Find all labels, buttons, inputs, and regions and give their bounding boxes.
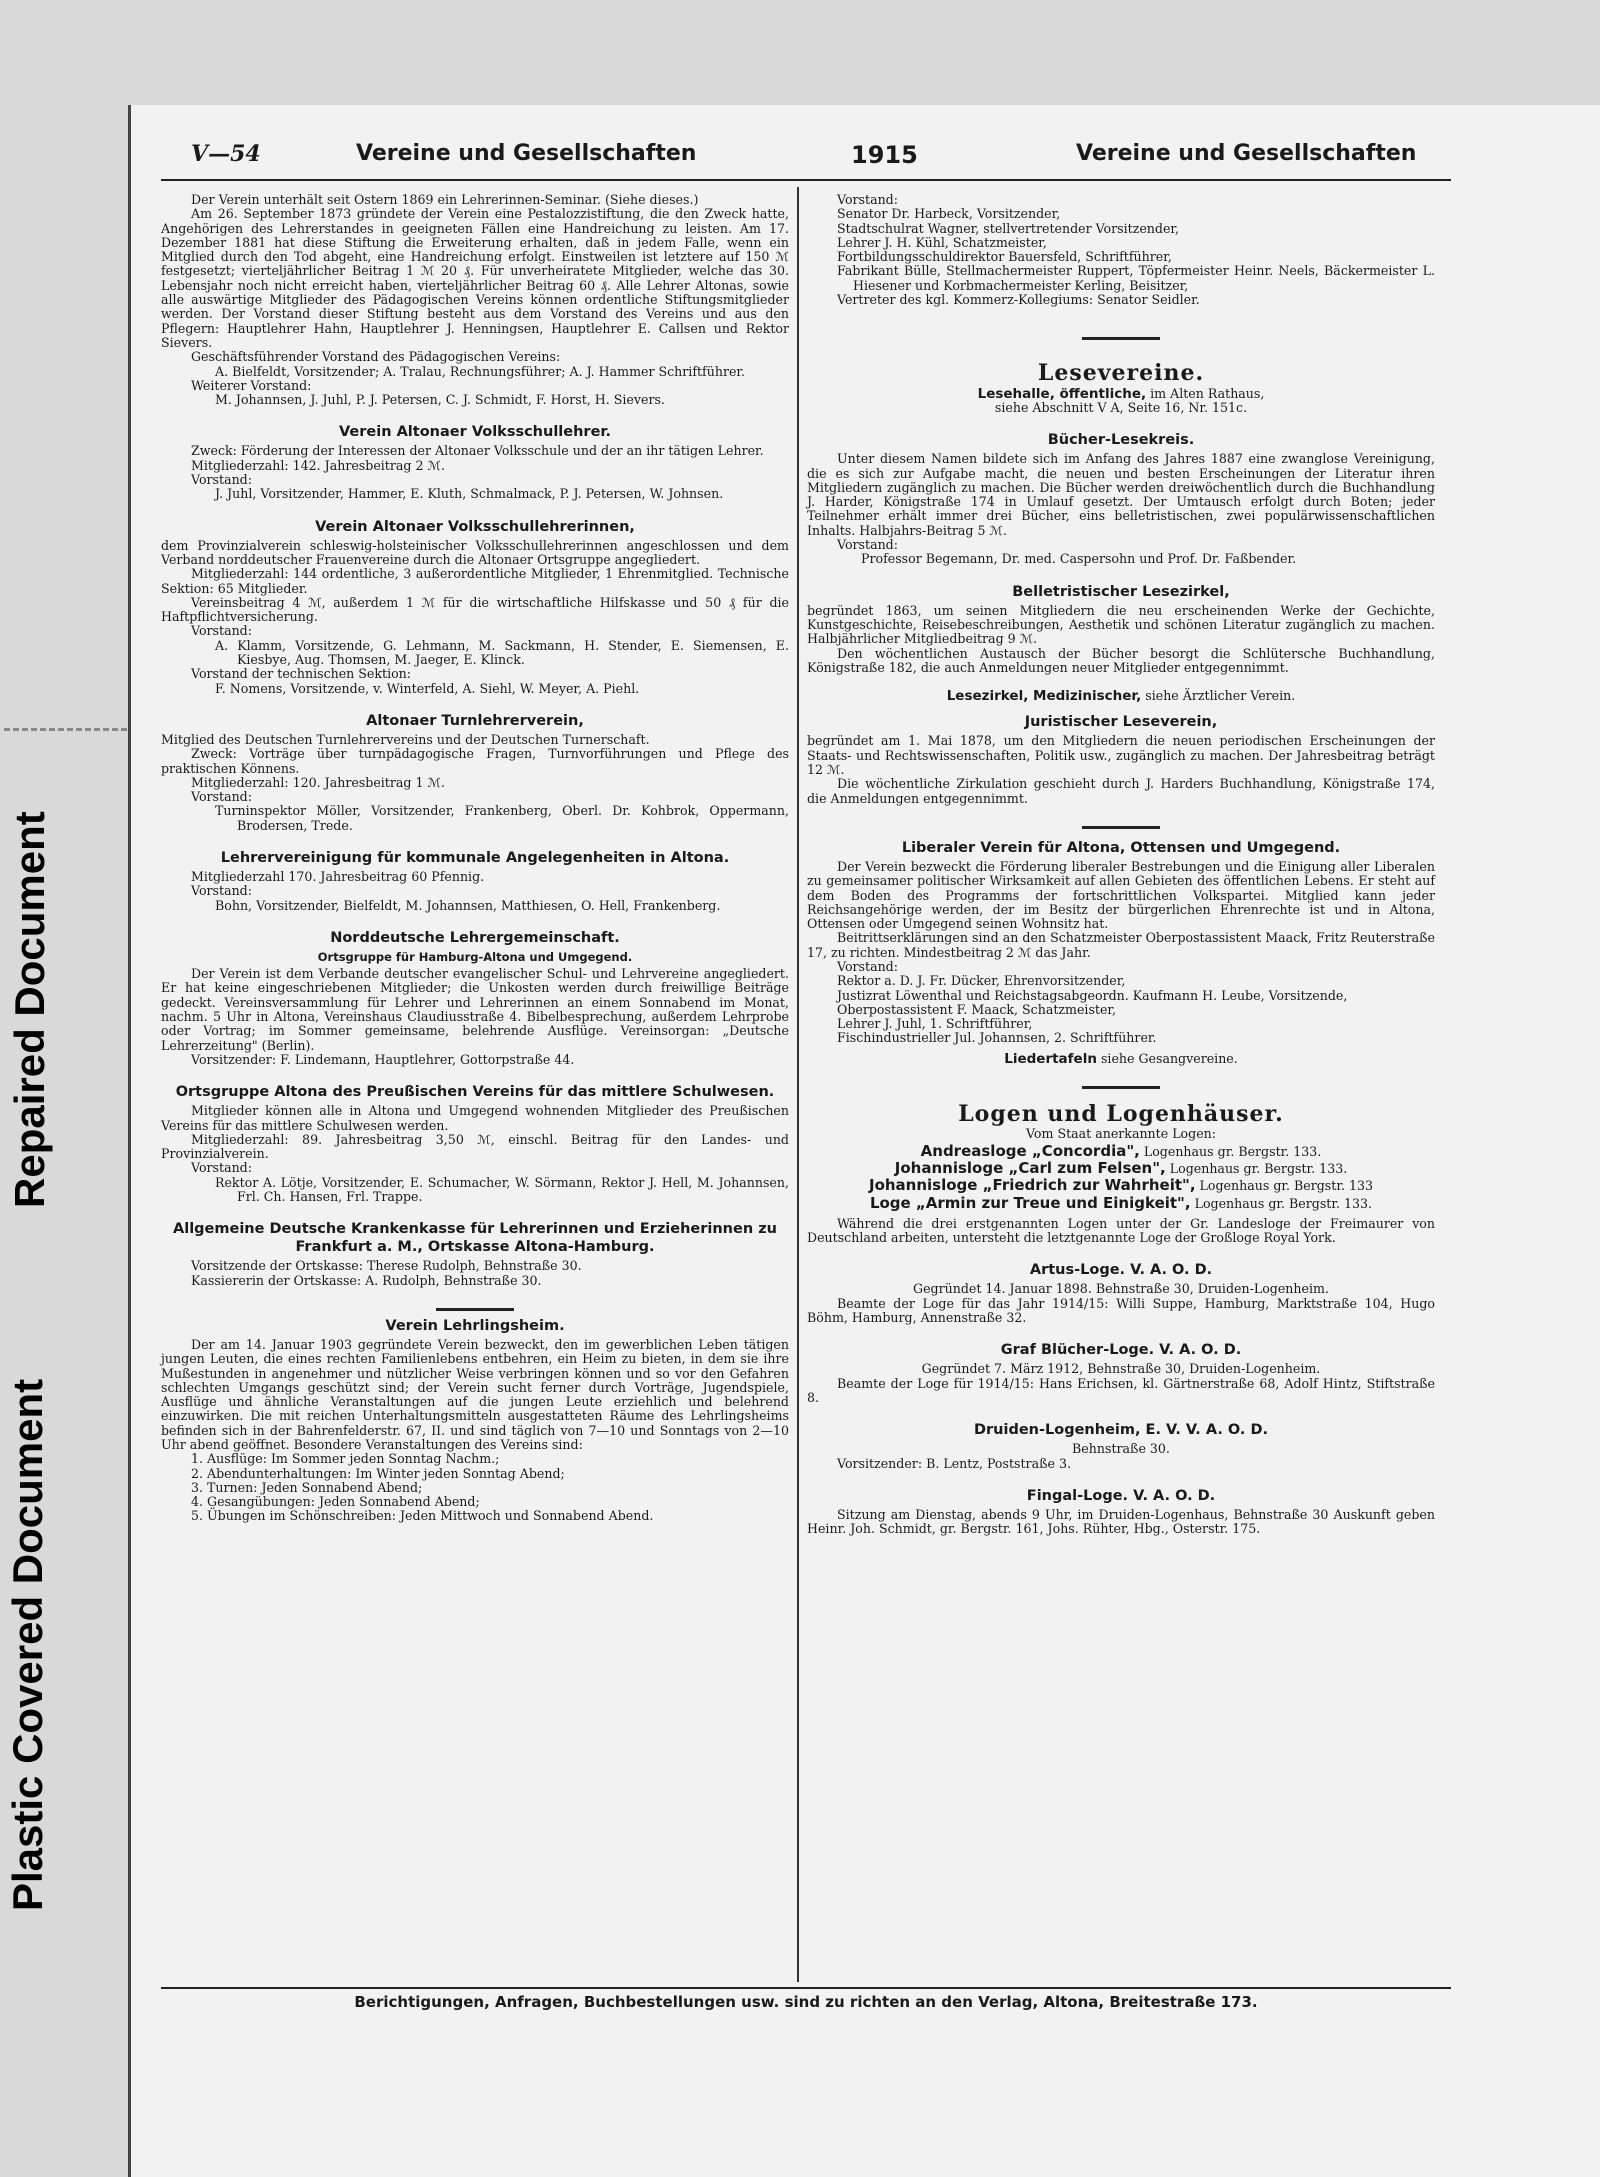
section-heading: Ortsgruppe Altona des Preußischen Vereins für das mittlere Schulwesen. xyxy=(175,1084,775,1101)
entry-line xyxy=(807,1052,1435,1066)
paragraph: Während die drei erstgenannten Logen unter der Gr. Landesloge der Freimaurer von Deutschland arbeiten, untersteht die letztgenannte Loge der Großloge Royal York. xyxy=(807,1215,1435,1246)
section-separator xyxy=(436,1308,514,1311)
section-heading: Allgemeine Deutsche Krankenkasse für Lehrerinnen und Erzieherinnen zu Frankfurt a. M., Ortskasse Altona-Hamburg. xyxy=(173,1221,777,1256)
paragraph: Vorsitzender: F. Lindemann, Hauptlehrer, Gottorpstraße 44. xyxy=(191,1051,575,1067)
paragraph: begründet 1863, um seinen Mitgliedern die neu erscheinenden Werke der Gechichte, Kunstgeschichte, Reisebeschreibungen, Aesthetik und schönen Literatur zugänglich zu machen. Halbjährlicher Mitgliedbeitrag 9 ℳ. xyxy=(807,602,1435,647)
paragraph: Am 26. September 1873 gründete der Verein eine Pestalozzistiftung, die den Zweck hatte, Angehörigen des Lehrerstandes in geeigneten Fällen eine Handreichung zu leisten. Am 17. Dezember 1881 hat diese Stiftung die Erweiterung erhalten, daß in jedem Falle, wenn ein Mitglied durch den Tod abgeht, eine Handreichung erfolgt. Einstweilen ist letztere auf 150 ℳ festgesetzt; vierteljährlicher Beitrag 1 ℳ 20 ₰. Für unverheiratete Mitglieder, welche das 30. Lebensjahr noch nicht erreicht haben, vierteljährlicher Beitrag 60 ₰. Alle Lehrer Altonas, sowie alle auswärtige Mitglieder des Pädagogischen Vereins können ordentliche Stiftungsmitglieder werden. Der Vorstand dieser Stiftung besteht aus dem Vorstand des Vereins und aus den Pflegern: Hauptlehrer Hahn, Hauptlehrer J. Henningsen, Hauptlehrer E. Callsen und Rektor Sievers. xyxy=(161,206,789,350)
paragraph: Vorstand: xyxy=(837,537,898,553)
paragraph: Die wöchentliche Zirkulation geschieht durch J. Harders Buchhandlung, Königstraße 174, die Anmeldungen entgegennimmt. xyxy=(807,776,1435,806)
section-heading: Artus-Loge. V. A. O. D. xyxy=(1029,1262,1213,1279)
entry-text: siehe Ärztlicher Verein. xyxy=(1145,688,1296,704)
plastic-covered-label: Plastic Covered Document xyxy=(4,1378,51,1912)
section-heading: Graf Blücher-Loge. V. A. O. D. xyxy=(1000,1342,1242,1359)
loge-address: Logenhaus gr. Bergstr. 133. xyxy=(1143,1143,1322,1159)
list-item: Vertreter des kgl. Kommerz-Kollegiums: Senator Seidler. xyxy=(837,292,1200,308)
list-item: Oberpostassistent F. Maack, Schatzmeister, xyxy=(837,1001,1117,1017)
header-right-title: Vereine und Gesellschaften xyxy=(1076,141,1417,166)
list-item: 2. Abendunterhaltungen: Im Winter jeden Sonntag Abend; xyxy=(191,1465,565,1481)
paragraph: Mitgliederzahl: 89. Jahresbeitrag 3,50 ℳ, einschl. Beitrag für den Landes- und Provinzialverein. xyxy=(161,1131,789,1162)
major-heading: Lesevereine. xyxy=(1037,360,1205,387)
paragraph: Rektor A. Lötje, Vorsitzender, E. Schumacher, W. Sörmann, Rektor J. Hell, M. Johannsen, Frl. Ch. Hansen, Frl. Trappe. xyxy=(215,1174,789,1205)
section-heading: Altonaer Turnlehrerverein, xyxy=(366,712,584,729)
entry-line xyxy=(807,689,1435,703)
paragraph: Weiterer Vorstand: xyxy=(191,377,312,393)
paragraph: Gegründet 7. März 1912, Behnstraße 30, Druiden-Logenheim. xyxy=(921,1361,1321,1377)
list-item: Fischindustrieller Jul. Johannsen, 2. Schriftführer. xyxy=(837,1030,1157,1046)
list-item: Stadtschulrat Wagner, stellvertretender Vorsitzender, xyxy=(837,220,1180,236)
loge-address: Logenhaus gr. Bergstr. 133 xyxy=(1199,1178,1374,1194)
loge-entry xyxy=(807,1178,1435,1193)
paragraph: Vorstand der technischen Sektion: xyxy=(191,666,412,682)
loge-entry xyxy=(807,1158,1435,1177)
paragraph: Beamte der Loge für 1914/15: Hans Erichsen, kl. Gärtnerstraße 68, Adolf Hintz, Stiftstraße 8. xyxy=(807,1375,1435,1405)
column-divider xyxy=(797,187,799,1982)
paragraph: Den wöchentlichen Austausch der Bücher besorgt die Schlütersche Buchhandlung, Königstraße 182, die auch Anmeldungen neuer Mitglieder entgegennimmt. xyxy=(807,645,1435,675)
list-item: 3. Turnen: Jeden Sonnabend Abend; xyxy=(191,1479,423,1495)
section-heading: Druiden-Logenheim, E. V. V. A. O. D. xyxy=(973,1422,1268,1439)
section-separator xyxy=(1082,337,1160,340)
loge-name: Loge „Armin zur Treue und Einigkeit", xyxy=(869,1193,1191,1212)
paragraph: Mitgliederzahl: 120. Jahresbeitrag 1 ℳ. xyxy=(191,774,445,790)
loge-name: Andreasloge „Concordia", xyxy=(920,1141,1140,1160)
list-item: Senator Dr. Harbeck, Vorsitzender, xyxy=(837,206,1061,222)
list-item: Rektor a. D. J. Fr. Dücker, Ehrenvorsitzender, xyxy=(837,973,1126,989)
repaired-label: Repaired Document xyxy=(6,811,53,1209)
paragraph: Mitgliederzahl: 144 ordentliche, 3 außerordentliche Mitglieder, 1 Ehrenmitglied. Technische Sektion: 65 Mitglieder. xyxy=(161,566,789,596)
paragraph: Vorstand: xyxy=(837,958,898,974)
section-heading: Verein Altonaer Volksschullehrer. xyxy=(339,424,611,441)
entry-text: siehe Gesangvereine. xyxy=(1100,1050,1238,1066)
entry-text: im Alten Rathaus, xyxy=(1150,385,1265,401)
section-separator xyxy=(1082,826,1160,829)
loge-entry xyxy=(807,1141,1435,1160)
list-item: Fortbildungsschuldirektor Bauersfeld, Schriftführer, xyxy=(837,249,1172,265)
section-heading: Liberaler Verein für Altona, Ottensen und Umgegend. xyxy=(901,839,1341,856)
paragraph: siehe Abschnitt V A, Seite 16, Nr. 151c. xyxy=(994,399,1248,415)
left-column xyxy=(161,193,789,1524)
loge-name: Johannisloge „Friedrich zur Wahrheit", xyxy=(868,1176,1196,1195)
paragraph: Beamte der Loge für das Jahr 1914/15: Willi Suppe, Hamburg, Marktstraße 104, Hugo Böhm, Hamburg, Annenstraße 32. xyxy=(807,1295,1435,1326)
paragraph: M. Johannsen, J. Juhl, P. J. Petersen, C. J. Schmidt, F. Horst, H. Sievers. xyxy=(215,392,665,408)
paragraph: Vereinsbeitrag 4 ℳ, außerdem 1 ℳ für die wirtschaftliche Hilfskasse und 50 ₰ für die Haftpflichtversicherung. xyxy=(161,594,789,625)
paragraph: Der Verein unterhält seit Ostern 1869 ein Lehrerinnen-Seminar. (Siehe dieses.) xyxy=(191,192,699,207)
section-heading: Fingal-Loge. V. A. O. D. xyxy=(1026,1487,1216,1504)
paragraph: Unter diesem Namen bildete sich im Anfang des Jahres 1887 eine zwanglose Vereinigung, die es sich zur Aufgabe macht, die neuen und besten Erscheinungen der Literatur ihren Mitgliedern zugänglich zu machen. Die Bücher werden dreiwöchentlich durch die Buchhandlung J. Harder, Königstraße 174 in Umlauf gesetzt. Der Umtausch erfolgt durch Boten; jeder Teilnehmer erhält immer drei Bücher, eins belletristischen, zwei populärwissenschaftlichen Inhalts. Halbjahrs-Beitrag 5 ℳ. xyxy=(807,451,1435,538)
page-header xyxy=(161,135,1451,181)
paragraph: J. Juhl, Vorsitzender, Hammer, E. Kluth, Schmalmack, P. J. Petersen, W. Johnsen. xyxy=(215,486,724,502)
paragraph: Vorstand: xyxy=(191,472,252,488)
scanned-page xyxy=(128,105,1600,2177)
paragraph: Der Verein bezweckt die Förderung liberaler Bestrebungen und die Einigung aller Liberalen zu gemeinsamer politischer Wirksamkeit auf allen Gebieten des öffentlichen Lebens. Er steht auf dem Boden des Programms der fortschrittlichen Volkspartei. Mitglied kann jeder Reichsangehörige werden, der im Besitz der bürgerlichen Ehrenrechte ist und in Altona, Ottensen oder Umgegend seinen Wohnsitz hat. xyxy=(807,858,1435,932)
entry-title: Lesehalle, öffentliche, xyxy=(977,385,1147,402)
entry-title: Lesezirkel, Medizinischer, xyxy=(946,688,1142,705)
paragraph: Turninspektor Möller, Vorsitzender, Frankenberg, Oberl. Dr. Kohbrok, Oppermann, Brodersen, Trede. xyxy=(215,803,789,833)
section-heading: Norddeutsche Lehrergemeinschaft. xyxy=(330,929,620,946)
paragraph: Vorstand: xyxy=(191,623,252,639)
section-separator xyxy=(1082,1086,1160,1089)
header-left-title: Vereine und Gesellschaften xyxy=(356,141,697,166)
paragraph: Vorstand: xyxy=(191,789,252,805)
paragraph: Vorsitzende der Ortskasse: Therese Rudolph, Behnstraße 30. xyxy=(191,1258,582,1274)
paragraph: Kassiererin der Ortskasse: A. Rudolph, Behnstraße 30. xyxy=(191,1272,542,1288)
paragraph: Geschäftsführender Vorstand des Pädagogischen Vereins: xyxy=(191,349,561,365)
paragraph: begründet am 1. Mai 1878, um den Mitgliedern die neuen periodischen Erscheinungen der Staats- und Rechtswissenschaften, Politik usw., zugänglich zu machen. Der Jahresbeitrag beträgt 12 ℳ. xyxy=(807,733,1435,778)
paragraph: Vorstand: xyxy=(191,883,252,899)
section-heading: Juristischer Leseverein, xyxy=(1024,714,1218,731)
list-item: Fabrikant Bülle, Stellmachermeister Ruppert, Töpfermeister Heinr. Neels, Bäckermeister L. Hiesener und Korbmachermeister Kerling, Beisitzer, xyxy=(837,263,1435,293)
section-heading: Lehrervereinigung für kommunale Angelegenheiten in Altona. xyxy=(220,849,730,866)
list-item: 5. Übungen im Schönschreiben: Jeden Mittwoch und Sonnabend Abend. xyxy=(191,1508,654,1524)
page-footer: Berichtigungen, Anfragen, Buchbestellungen usw. sind zu richten an den Verlag, Altona, Breitestraße 173. xyxy=(161,1987,1451,2011)
entry-title: Liedertafeln xyxy=(1004,1050,1097,1067)
paragraph: dem Provinzialverein schleswig-holsteinischer Volksschullehrerinnen angeschlossen und dem Verband norddeutscher Frauenvereine durch die Altonaer Ortsgruppe angegliedert. xyxy=(161,537,789,567)
loge-entry xyxy=(807,1193,1435,1212)
paragraph: A. Klamm, Vorsitzende, G. Lehmann, M. Sackmann, H. Stender, E. Siemensen, E. Kiesbye, Aug. Thomsen, M. Jaeger, E. Klinck. xyxy=(215,637,789,668)
entry-line xyxy=(807,387,1435,401)
paragraph: Vorstand: xyxy=(837,192,898,207)
page-number: V—54 xyxy=(191,141,261,167)
paragraph: Vorsitzender: B. Lentz, Poststraße 3. xyxy=(837,1455,1071,1471)
paragraph: F. Nomens, Vorsitzende, v. Winterfeld, A. Siehl, W. Meyer, A. Piehl. xyxy=(215,680,640,696)
paragraph: Der am 14. Januar 1903 gegründete Verein bezweckt, den im gewerblichen Leben tätigen jungen Leuten, die eines rechten Familienlebens entbehren, ein Heim zu bieten, in dem sie ihre Mußestunden in angenehmer und nützlicher Weise verbringen können und so vor den Gefahren schlechten Umgangs geschützt sind; der Verein sucht ferner durch Vorträge, Jugendspiele, Ausflüge und ähnliche Veranstaltungen auf die jungen Leute erziehlich und belehrend einzuwirken. Die mit reichen Unterhaltungsmitteln ausgestatteten Räume des Lehrlingsheims befinden sich in der Bahrenfelderstr. 67, II. und sind täglich von 7—10 und Sonntags von 2—10 Uhr abend geöffnet. Besondere Veranstaltungen des Vereins sind: xyxy=(161,1336,789,1452)
paragraph: Behnstraße 30. xyxy=(1072,1441,1170,1457)
loge-address: Logenhaus gr. Bergstr. 133. xyxy=(1194,1195,1373,1211)
paragraph: Zweck: Vorträge über turnpädagogische Fragen, Turnvorführungen und Pflege des praktischen Könnens. xyxy=(161,746,789,776)
paragraph: Vorstand: xyxy=(191,1160,252,1176)
loge-address: Logenhaus gr. Bergstr. 133. xyxy=(1169,1160,1348,1176)
paragraph: Vom Staat anerkannte Logen: xyxy=(1025,1126,1217,1142)
section-heading: Bücher-Lesekreis. xyxy=(1047,432,1195,449)
list-item: Lehrer J. Juhl, 1. Schriftführer, xyxy=(837,1016,1033,1032)
section-subheading: Ortsgruppe für Hamburg-Altona und Umgegend. xyxy=(317,949,633,964)
list-item: Lehrer J. H. Kühl, Schatzmeister, xyxy=(837,234,1047,250)
paragraph: Sitzung am Dienstag, abends 9 Uhr, im Druiden-Logenhaus, Behnstraße 30 Auskunft geben Heinr. Joh. Schmidt, gr. Bergstr. 161, Johs. Rühter, Hbg., Osterstr. 175. xyxy=(807,1506,1435,1537)
paragraph: Mitgliederzahl: 142. Jahresbeitrag 2 ℳ. xyxy=(191,457,445,473)
paragraph: Mitgliederzahl 170. Jahresbeitrag 60 Pfennig. xyxy=(191,868,485,884)
list-item: Justizrat Löwenthal und Reichstagsabgeordn. Kaufmann H. Leube, Vorsitzende, xyxy=(837,987,1348,1003)
paragraph: Mitglieder können alle in Altona und Umgegend wohnenden Mitglieder des Preußischen Vereins für das mittlere Schulwesen werden. xyxy=(161,1103,789,1133)
section-heading: Verein Lehrlingsheim. xyxy=(385,1317,565,1334)
paragraph: Beitrittserklärungen sind an den Schatzmeister Oberpostassistent Maack, Fritz Reuterstraße 17, zu richten. Mindestbeitrag 2 ℳ das Jahr. xyxy=(807,930,1435,960)
section-heading: Belletristischer Lesezirkel, xyxy=(1012,583,1230,600)
paragraph: A. Bielfeldt, Vorsitzender; A. Tralau, Rechnungsführer; A. J. Hammer Schriftführer. xyxy=(215,363,746,379)
section-heading: Verein Altonaer Volksschullehrerinnen, xyxy=(315,518,635,535)
paragraph: Bohn, Vorsitzender, Bielfeldt, M. Johannsen, Matthiesen, O. Hell, Frankenberg. xyxy=(215,897,721,913)
major-heading: Logen und Logenhäuser. xyxy=(958,1101,1284,1128)
paragraph: Der Verein ist dem Verbande deutscher evangelischer Schul- und Lehrvereine angegliedert. Er hat keine eingeschriebenen Mitglieder; die Unkosten werden durch freiwillige Beiträge gedeckt. Vereinsversammlung für Lehrer und Lehrerinnen an einem Sonnabend im Monat, nachm. 5 Uhr in Altona, Vereinshaus Claudiusstraße 4. Bibelbesprechung, außerdem Lehrprobe oder Vortrag; im Sommer gemeinsame, belehrende Ausflüge. Vereinsorgan: „Deutsche Lehrerzeitung" (Berlin). xyxy=(161,966,789,1053)
list-item: 4. Gesangübungen: Jeden Sonnabend Abend; xyxy=(191,1494,480,1510)
header-year: 1915 xyxy=(851,141,918,169)
paragraph: Zweck: Förderung der Interessen der Altonaer Volksschule und der an ihr tätigen Lehrer. xyxy=(191,443,764,459)
paragraph: Professor Begemann, Dr. med. Caspersohn und Prof. Dr. Faßbender. xyxy=(861,551,1297,567)
paragraph: Gegründet 14. Januar 1898. Behnstraße 30, Druiden-Logenheim. xyxy=(913,1281,1329,1297)
paragraph: Mitglied des Deutschen Turnlehrervereins und der Deutschen Turnerschaft. xyxy=(161,731,650,747)
right-column xyxy=(807,193,1435,1536)
list-item: 1. Ausflüge: Im Sommer jeden Sonntag Nachm.; xyxy=(191,1451,500,1467)
loge-name: Johannisloge „Carl zum Felsen", xyxy=(894,1158,1166,1177)
